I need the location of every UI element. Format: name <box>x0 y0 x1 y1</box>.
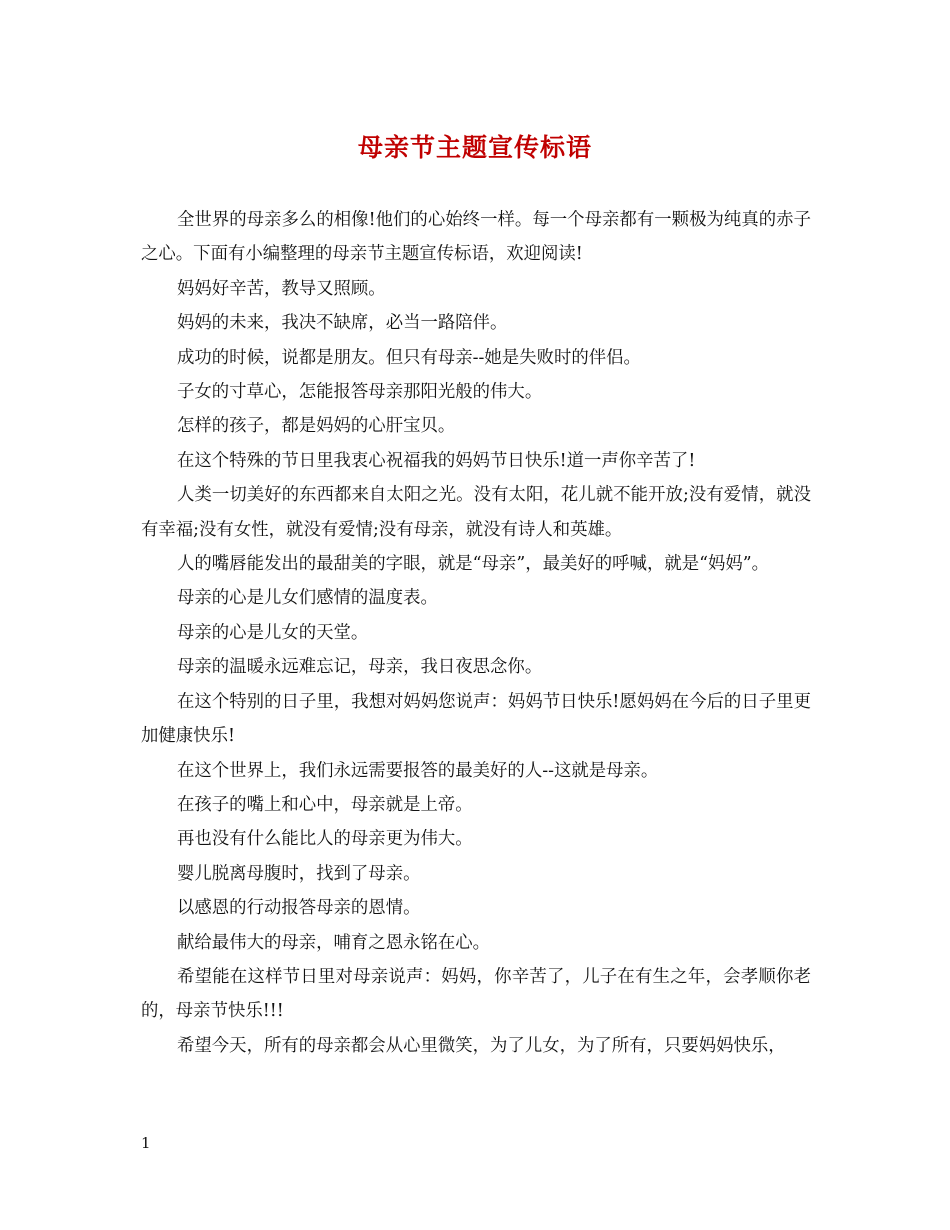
paragraph: 献给最伟大的母亲，哺育之恩永铭在心。 <box>177 932 491 953</box>
paragraph: 再也没有什么能比人的母亲更为伟大。 <box>177 829 473 850</box>
paragraph: 母亲的温暖永远难忘记，母亲，我日夜思念你。 <box>177 657 543 678</box>
document-title: 母亲节主题宣传标语 <box>357 133 592 162</box>
paragraph: 母亲的心是儿女们感情的温度表。 <box>177 588 438 609</box>
paragraph: 在这个特别的日子里，我想对妈妈您说声：妈妈节日快乐!愿妈妈在今后的日子里更加健康快乐! <box>141 691 811 747</box>
paragraph: 妈妈的未来，我决不缺席，必当一路陪伴。 <box>177 313 508 334</box>
paragraph: 希望今天，所有的母亲都会从心里微笑，为了儿女，为了所有，只要妈妈快乐， <box>177 1035 786 1056</box>
paragraph: 在孩子的嘴上和心中，母亲就是上帝。 <box>177 794 473 815</box>
paragraph: 希望能在这样节日里对母亲说声：妈妈，你辛苦了，儿子在有生之年，会孝顺你老的，母亲节快乐!!! <box>141 966 811 1022</box>
paragraph: 妈妈好辛苦，教导又照顾。 <box>177 278 386 299</box>
paragraph: 婴儿脱离母腹时，找到了母亲。 <box>177 863 421 884</box>
paragraph: 在这个世界上，我们永远需要报答的最美好的人--这就是母亲。 <box>177 760 659 781</box>
paragraph: 全世界的母亲多么的相像!他们的心始终一样。每一个母亲都有一颗极为纯真的赤子之心。下面有小编整理的母亲节主题宣传标语，欢迎阅读! <box>141 210 811 265</box>
page-number: 1 <box>141 1134 151 1152</box>
paragraph: 以感恩的行动报答母亲的恩情。 <box>177 898 421 919</box>
document-body <box>141 203 811 1063</box>
paragraph: 人类一切美好的东西都来自太阳之光。没有太阳，花儿就不能开放;没有爱情，就没有幸福;没有女性，就没有爱情;没有母亲，就没有诗人和英雄。 <box>141 485 811 540</box>
paragraph: 成功的时候，说都是朋友。但只有母亲--她是失败时的伴侣。 <box>177 347 641 368</box>
paragraph: 母亲的心是儿女的天堂。 <box>177 622 369 643</box>
paragraph: 人的嘴唇能发出的最甜美的字眼，就是“母亲”，最美好的呼喊，就是“妈妈”。 <box>177 554 770 575</box>
paragraph: 怎样的孩子，都是妈妈的心肝宝贝。 <box>177 416 456 437</box>
paragraph: 子女的寸草心，怎能报答母亲那阳光般的伟大。 <box>177 382 543 403</box>
paragraph: 在这个特殊的节日里我衷心祝福我的妈妈节日快乐!道一声你辛苦了! <box>177 450 696 471</box>
